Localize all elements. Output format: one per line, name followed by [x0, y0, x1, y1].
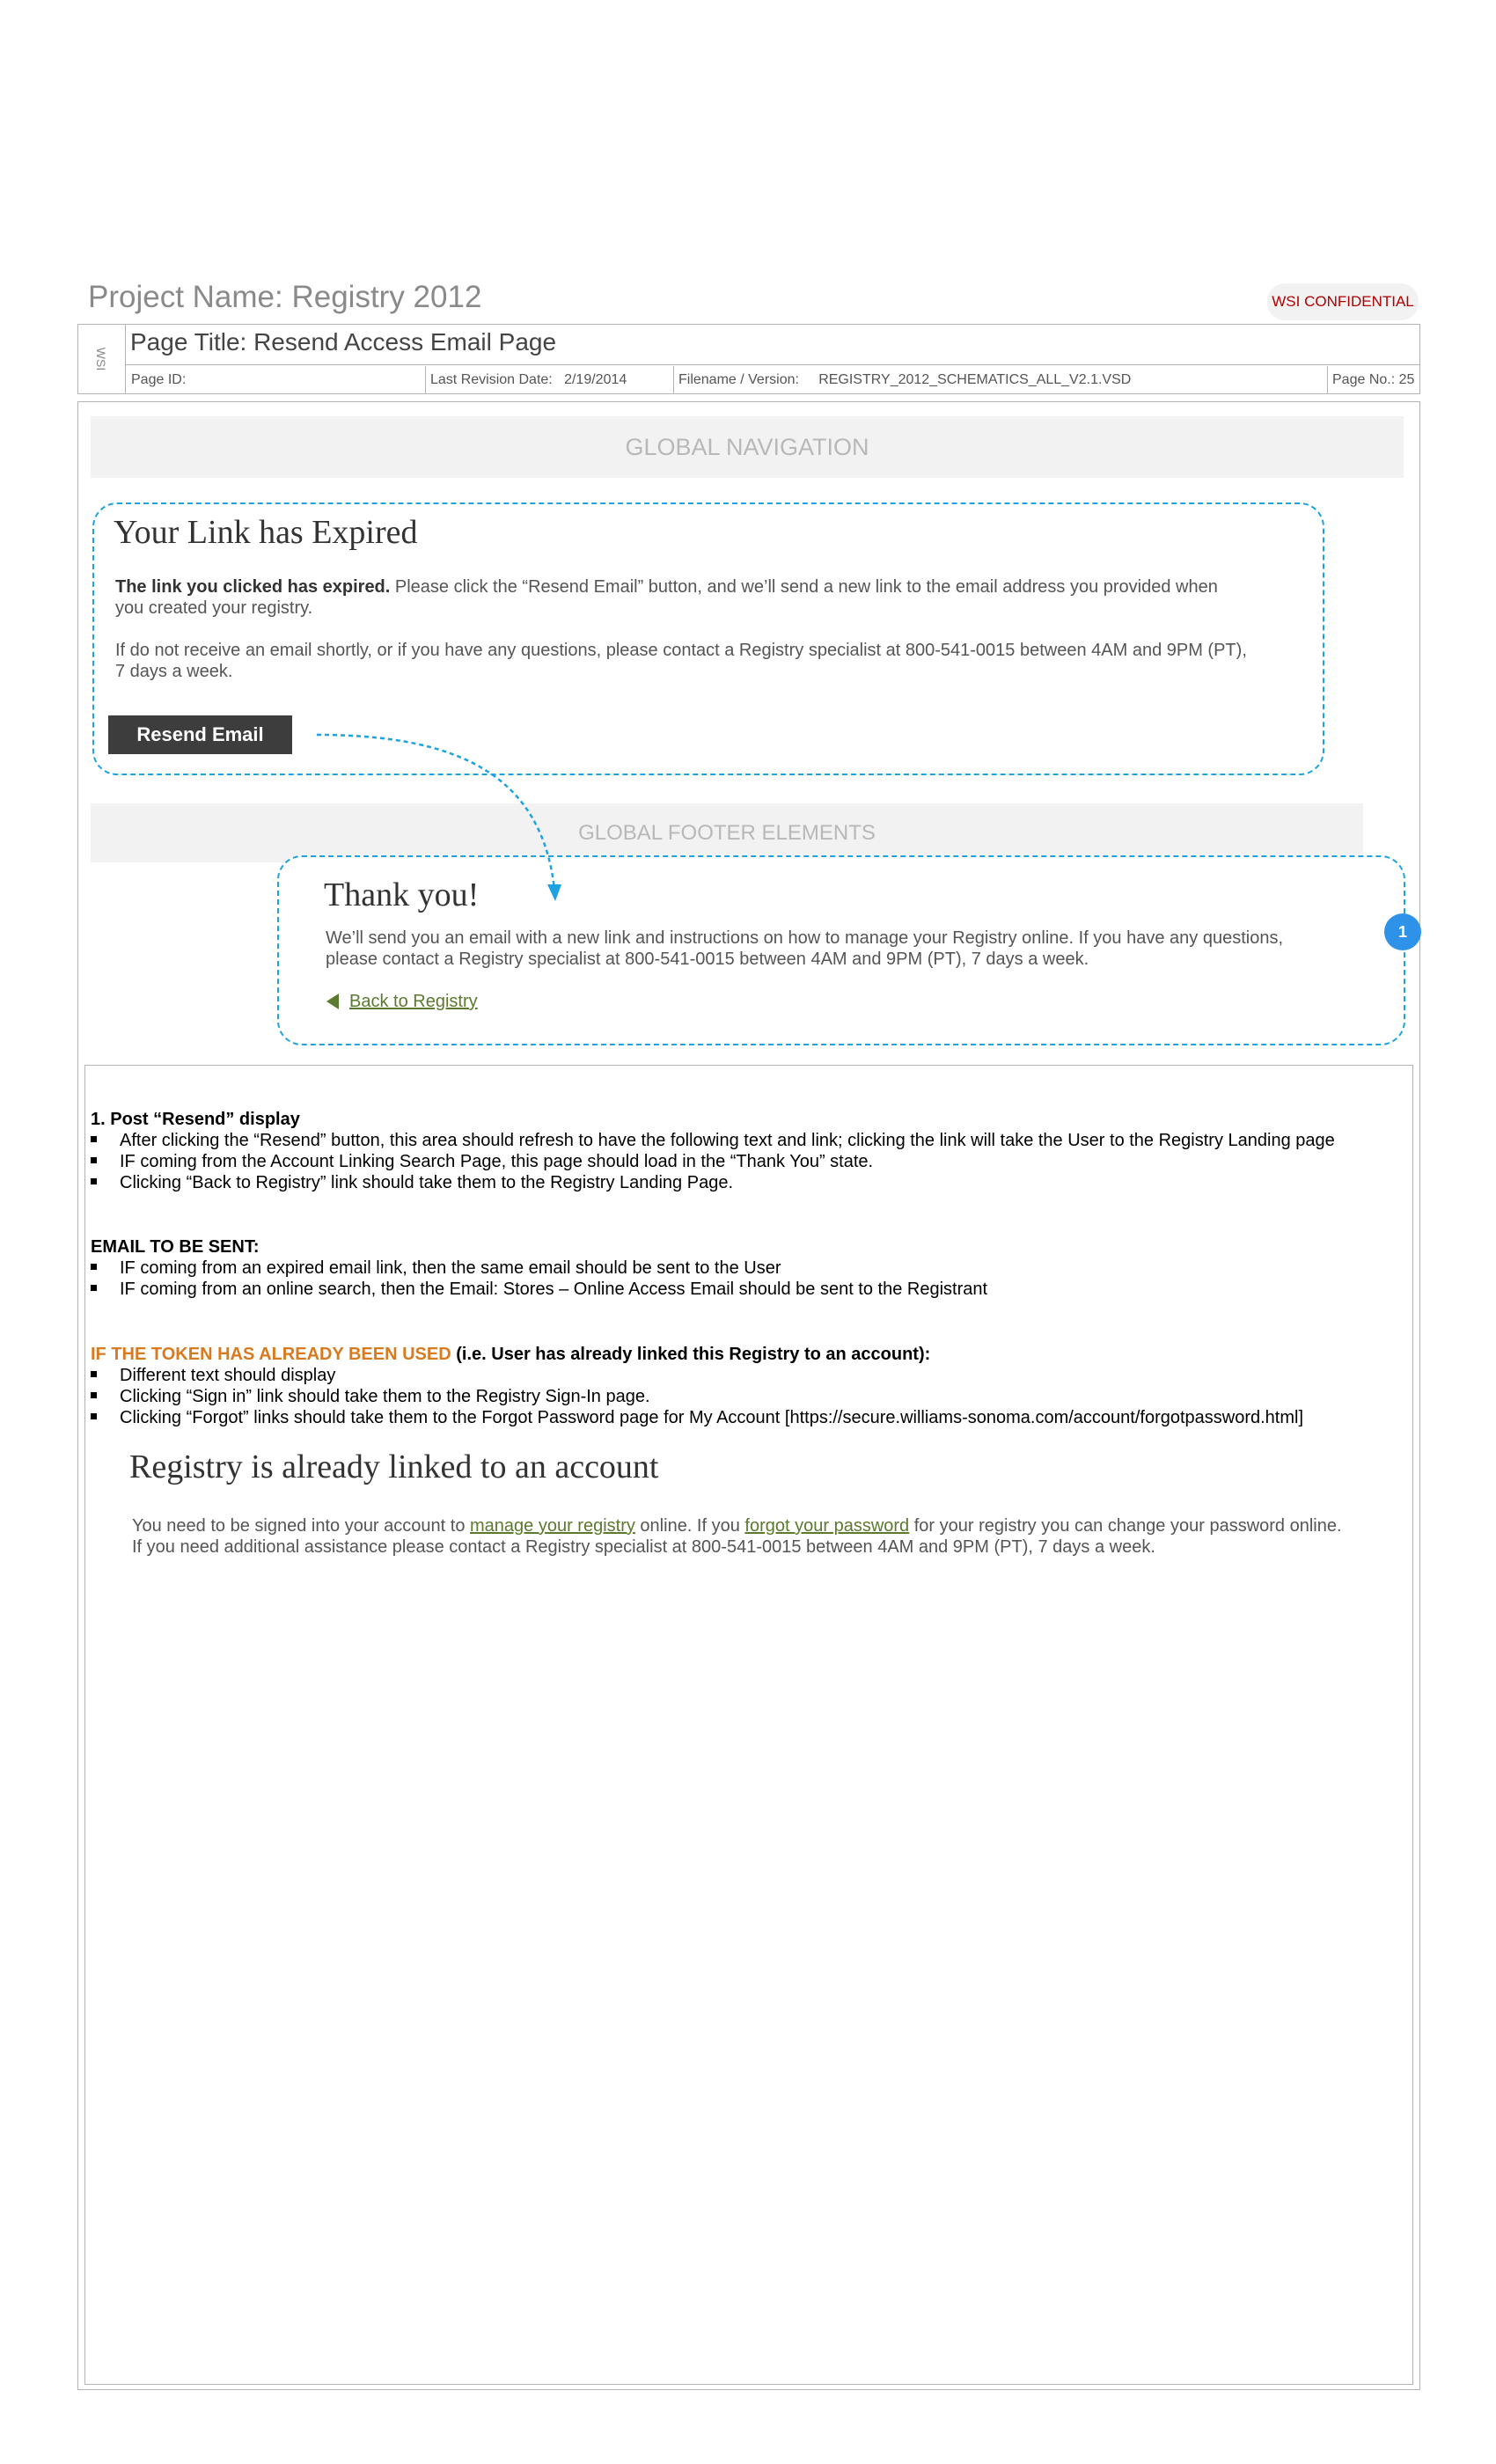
thank-you-message: We’ll send you an email with a new link and instructions on how to manage your Registry online. If you have any questions, please contact a Registry specialist at 800-541-0015 between 4AM and 9PM (PT), 7 days a week. — [326, 928, 1284, 969]
bullet-icon — [91, 1371, 97, 1377]
list-item: Clicking “Sign in” link should take them to the Registry Sign-In page. — [91, 1386, 650, 1407]
list-item: Clicking “Back to Registry” link should take them to the Registry Landing Page. — [91, 1172, 733, 1193]
section3-title-rest: (i.e. User has already linked this Registry to an account): — [451, 1345, 931, 1364]
list-item: Different text should display — [91, 1365, 335, 1386]
linked-title: Registry is already linked to an account — [129, 1448, 659, 1485]
forgot-password-link[interactable]: forgot your password — [744, 1516, 910, 1536]
back-to-registry-link[interactable]: Back to Registry — [349, 992, 478, 1011]
revision-label: Last Revision Date: — [430, 372, 553, 387]
bullet-icon — [91, 1178, 97, 1184]
section3-title — [91, 1344, 930, 1365]
revision-cell — [425, 366, 671, 394]
linked-assistance: If you need additional assistance please contact a Registry specialist at 800-541-0015 between 4AM and 9PM (PT), 7 days a week. — [132, 1537, 1155, 1557]
page-title: Page Title: Resend Access Email Page — [130, 328, 557, 356]
resend-email-button[interactable]: Resend Email — [108, 715, 292, 754]
list-item: IF coming from an expired email link, then the same email should be sent to the User — [91, 1258, 781, 1279]
revision-date: 2/19/2014 — [564, 372, 627, 387]
bullet-icon — [91, 1157, 97, 1163]
section1-title: 1. Post “Resend” display — [91, 1110, 300, 1129]
list-item: IF coming from an online search, then the Email: Stores – Online Access Email should be sent to the Registrant — [91, 1279, 987, 1300]
back-arrow-icon — [326, 994, 339, 1009]
section3-title-highlight: IF THE TOKEN HAS ALREADY BEEN USED — [91, 1345, 451, 1364]
expired-title: Your Link has Expired — [114, 514, 418, 551]
global-navigation: GLOBAL NAVIGATION — [91, 416, 1404, 478]
bullet-icon — [91, 1136, 97, 1142]
project-name: Project Name: Registry 2012 — [88, 280, 482, 314]
confidential-badge: WSI CONFIDENTIAL — [1267, 283, 1419, 320]
filename-label: Filename / Version: — [678, 372, 799, 387]
filename-value: REGISTRY_2012_SCHEMATICS_ALL_V2.1.VSD — [818, 372, 1132, 387]
list-item: Clicking “Forgot” links should take them to the Forgot Password page for My Account [https://secure.williams-sonoma.com/account/forgotpassword.html] — [91, 1407, 1303, 1428]
bullet-icon — [91, 1285, 97, 1291]
linked-message: You need to be signed into your account to manage your registry online. If you forgot your password for your registry you can change your password online. If you need additional assistance please contact a Registry specialist at 800-541-0015 between 4AM and 9PM (PT), 7 days a week. — [132, 1516, 1342, 1557]
list-item: After clicking the “Resend” button, this area should refresh to have the following text and link; clicking the link will take the User to the Registry Landing page — [91, 1130, 1335, 1151]
wsi-label: WSI — [94, 347, 108, 371]
page-id-label: Page ID: — [131, 372, 187, 387]
thank-you-title: Thank you! — [324, 876, 480, 913]
bullet-icon — [91, 1413, 97, 1419]
expired-contact-message: If do not receive an email shortly, or if you have any questions, please contact a Registry specialist at 800-541-0015 between 4AM and 9PM (PT), 7 days a week. — [115, 641, 1247, 681]
manage-registry-link[interactable]: manage your registry — [470, 1516, 635, 1536]
filename-cell — [673, 366, 1324, 394]
annotation-badge: 1 — [1384, 913, 1421, 950]
bullet-icon — [91, 1392, 97, 1398]
global-footer: GLOBAL FOOTER ELEMENTS — [91, 803, 1363, 862]
expired-message-bold: The link you clicked has expired. — [115, 577, 391, 597]
expired-message-rest: Please click the “Resend Email” button, and we’ll send a new link to the email address you provided when you created your registry. — [115, 577, 1218, 618]
section2-title: EMAIL TO BE SENT: — [91, 1237, 260, 1257]
page-number: Page No.: 25 — [1332, 372, 1415, 387]
bullet-icon — [91, 1264, 97, 1270]
expired-message — [115, 576, 1250, 619]
list-item: IF coming from the Account Linking Search Page, this page should load in the “Thank You” state. — [91, 1151, 873, 1172]
